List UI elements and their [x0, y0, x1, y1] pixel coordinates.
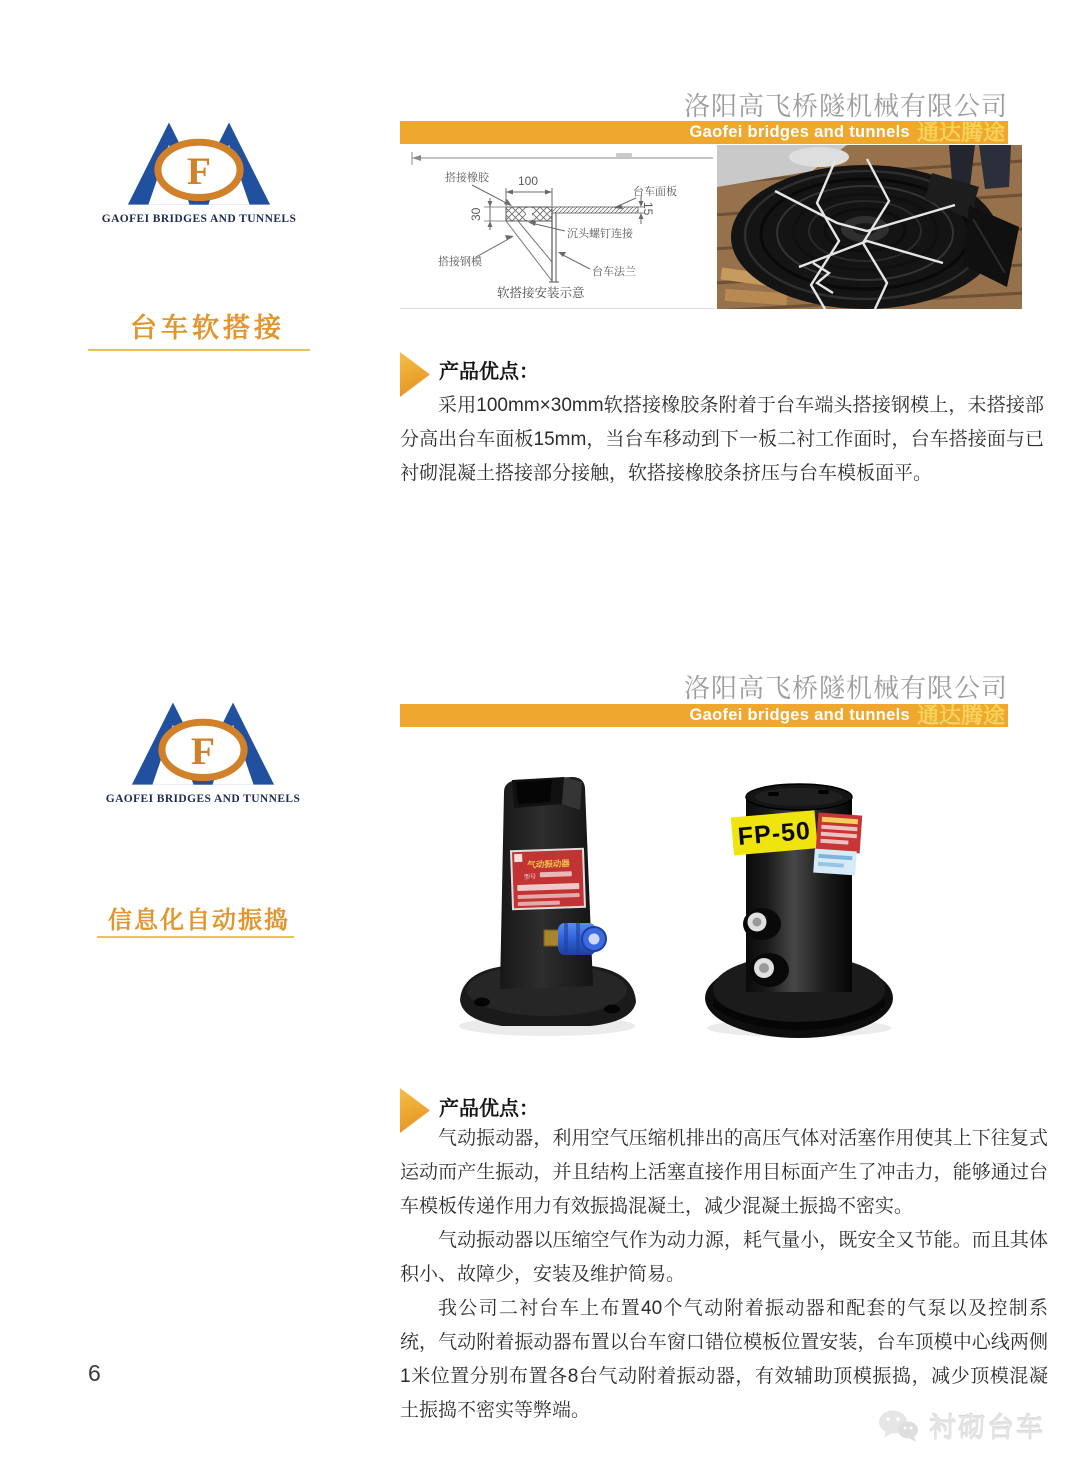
vibrator-red-sticker — [816, 813, 863, 854]
rubber-coil — [731, 165, 999, 309]
diagram-label-panel: 台车面板 — [633, 186, 677, 198]
diagram-dim-15: 15 — [641, 202, 655, 216]
model-label: FP-50 — [736, 816, 812, 851]
diagram-dim-100: 100 — [518, 174, 539, 188]
air-fitting — [749, 953, 789, 987]
company-logo — [99, 116, 299, 225]
diagram-label-steel-form: 搭接钢模 — [438, 256, 482, 268]
logo-caption: GAOFEI BRIDGES AND TUNNELS — [101, 213, 297, 225]
section1-title-underline — [88, 349, 310, 351]
section2-title: 信息化自动振捣 — [108, 907, 290, 934]
rubber-coil-scene — [717, 145, 1022, 309]
diagram-dim-30: 30 — [469, 207, 483, 221]
section2-title-underline — [97, 936, 294, 938]
section1-body — [400, 389, 1044, 491]
company-name: 洛阳高飞桥隧机械有限公司 — [683, 673, 1008, 703]
tiny-dimension-mark — [616, 153, 632, 157]
section2-paragraph: 气动振动器以压缩空气作为动力源，耗气量小，既安全又节能。而且其体积小、故障少，安装及维护简易。 — [400, 1230, 1048, 1285]
diagram-label-flange: 台车法兰 — [592, 266, 636, 278]
pneumatic-vibrator-photo-right — [702, 770, 897, 1045]
company-logo — [103, 696, 303, 805]
gaofei-m-logo-icon — [120, 116, 278, 208]
company-name: 洛阳高飞桥隧机械有限公司 — [683, 91, 1008, 121]
diagram-label-rubber: 搭接橡胶 — [445, 172, 489, 184]
soft-lap-diagram — [400, 144, 715, 309]
red-label-title: 气动振动器 — [527, 858, 570, 870]
vibrator-red-label — [511, 849, 585, 909]
wechat-icon — [878, 1409, 920, 1443]
vibrator-blue-sticker — [813, 849, 857, 876]
diagram-caption: 软搭接安装示意 — [497, 286, 585, 300]
section1-title: 台车软搭接 — [130, 313, 285, 343]
section2-paragraph: 我公司二衬台车上布置40个气动附着振动器和配套的气泵以及控制系统，气动附着振动器布置以台车窗口错位模板位置安装，台车顶模中心线两侧1米位置分别布置各8台气动附着振动器，有效辅助顶模振捣，减少顶模混凝土振捣不密实等弊端。 — [400, 1298, 1048, 1421]
logo-monogram: F — [186, 149, 212, 194]
banner-cn-text: 通达腾途 — [916, 702, 1005, 728]
gaofei-m-logo-icon — [124, 696, 282, 788]
logo-monogram: F — [190, 729, 216, 774]
pneumatic-vibrator-photo-left — [452, 760, 642, 1045]
header-banner — [400, 121, 1008, 144]
logo-caption: GAOFEI BRIDGES AND TUNNELS — [105, 793, 301, 805]
rubber-strip-photo — [717, 145, 1022, 309]
air-fitting — [743, 908, 781, 940]
section2-advantages-label: 产品优点： — [439, 1098, 539, 1120]
soft-lap-diagram-drawing — [400, 144, 715, 308]
banner-en-text: Gaofei bridges and tunnels — [689, 123, 910, 142]
page-number: 6 — [88, 1360, 101, 1386]
section2-body — [400, 1122, 1048, 1428]
banner-en-text: Gaofei bridges and tunnels — [689, 706, 910, 725]
banner-cn-text: 通达腾途 — [916, 119, 1005, 145]
section2-paragraph: 气动振动器，利用空气压缩机排出的高压气体对活塞作用使其上下往复式运动而产生振动，并且结构上活塞直接作用目标面产生了冲击力，能够通过台车模板传递作用力有效振捣混凝土，减少混凝土振捣不密实。 — [400, 1128, 1048, 1217]
section1-paragraph: 采用100mm×30mm软搭接橡胶条附着于台车端头搭接钢模上，未搭接部分高出台车面板15mm，当台车移动到下一板二衬工作面时，台车搭接面与已衬砌混凝土搭接部分接触，软搭接橡胶条挤压与台车模板面平。 — [400, 395, 1044, 484]
diagram-label-screw: 沉头螺钉连接 — [567, 228, 633, 240]
watermark-text: 衬砌台车 — [929, 1413, 1045, 1443]
wechat-watermark — [878, 1406, 1045, 1445]
vibrator-yellow-label — [731, 810, 818, 855]
section1-advantages-label: 产品优点： — [439, 361, 539, 383]
red-label-model: 型号 — [523, 874, 537, 881]
header-banner — [400, 704, 1008, 727]
